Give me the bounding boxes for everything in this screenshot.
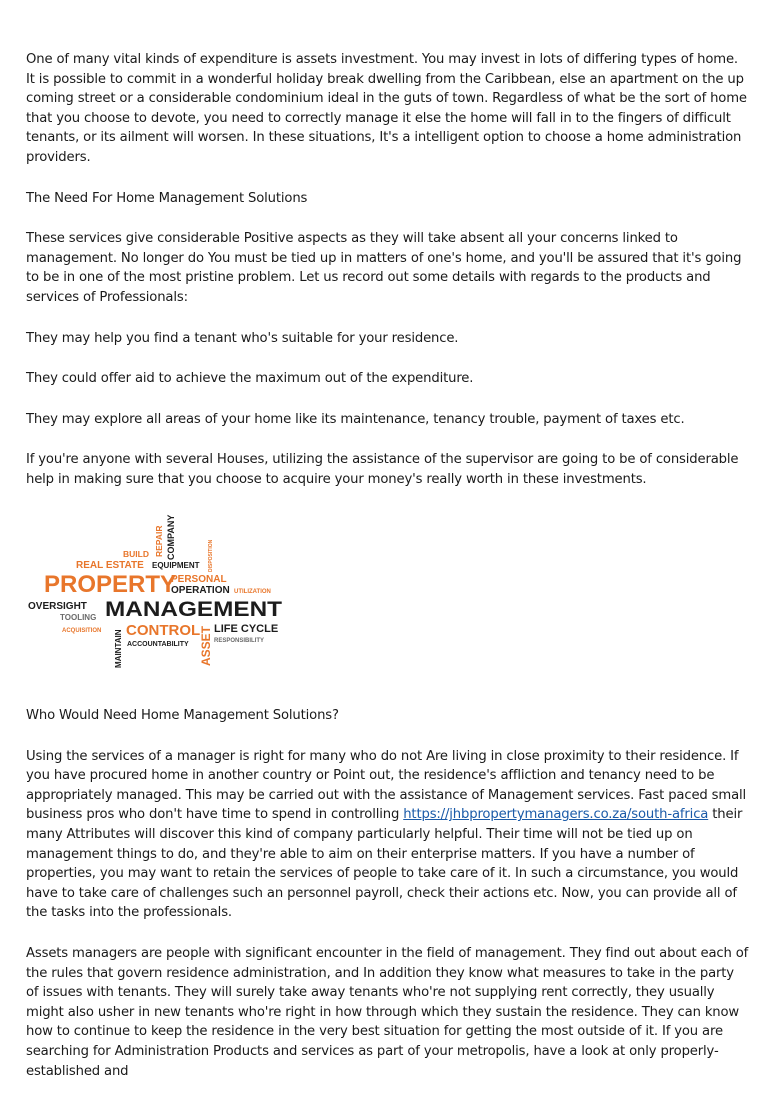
point-tenant: They may help you find a tenant who's suitable for your residence. xyxy=(26,330,459,346)
word-disposition: DISPOSITION xyxy=(208,539,214,572)
section-heading-2: Who Would Need Home Management Solutions? xyxy=(26,708,339,723)
several-houses-paragraph: If you're anyone with several Houses, utilizing the assistance of the supervisor are going to be of considerable help in making sure that you choose to acquire your money's really worth in these investments. xyxy=(26,452,739,487)
word-accountability: ACCOUNTABILITY xyxy=(127,641,189,648)
word-property: PROPERTY xyxy=(44,571,177,598)
word-control: CONTROL xyxy=(126,622,201,639)
word-oversight: OVERSIGHT xyxy=(28,601,87,612)
word-life-cycle: LIFE CYCLE xyxy=(214,623,279,635)
property-managers-link[interactable]: https://jhbpropertymanagers.co.za/south-africa xyxy=(403,807,709,823)
word-acquisition: ACQUISITION xyxy=(62,628,102,634)
word-build: BUILD xyxy=(123,549,149,559)
managers-paragraph xyxy=(26,747,750,923)
managers-text-after-link: their many Attributes will discover this kind of company particularly helpful. Their time will not be tied up on management things to do, and they're able to aim on their enterprise matters. If you have a number of properties, you may want to retain the services of people to take care of it. In such a circumstance, you would have to take care of challenges such an personnel payroll, check their actions etc. Now, you can provide all of the tasks into the professionals. xyxy=(26,807,743,921)
property-management-word-cloud xyxy=(26,508,286,670)
article-bottom xyxy=(26,706,750,1102)
word-equipment: EQUIPMENT xyxy=(152,561,200,570)
word-management: MANAGEMENT xyxy=(105,598,283,621)
point-explore: They may explore all areas of your home like its maintenance, tenancy trouble, payment of taxes etc. xyxy=(26,411,685,427)
word-asset: ASSET xyxy=(199,625,213,666)
word-repair: REPAIR xyxy=(154,525,164,557)
benefits-paragraph: These services give considerable Positive aspects as they will take absent all your concerns linked to management. No longer do You must be tied up in matters of one's home, and you'll be assured that it's going to be in one of the most pristine problem. Let us record out some details with regards to the products and services of Professionals: xyxy=(26,231,742,305)
word-utilization: UTILIZATION xyxy=(234,589,271,595)
point-maximum: They could offer aid to achieve the maximum out of the expenditure. xyxy=(26,371,474,387)
word-company: COMPANY xyxy=(166,514,176,560)
word-maintain: MAINTAIN xyxy=(114,629,123,668)
word-responsibility: RESPONSIBILITY xyxy=(214,638,265,644)
section-heading: The Need For Home Management Solutions xyxy=(26,190,308,206)
word-real-estate: REAL ESTATE xyxy=(76,560,144,571)
word-personal: PERSONAL xyxy=(171,574,227,585)
word-operation: OPERATION xyxy=(171,585,230,596)
managers-text-before-link: Using the services of a manager is right for many who do not Are living in close proximity to their residence. If you have procured home in another country or Point out, the residence's affliction and tenancy need to be appropriately managed. This may be carried out with the assistance of Management services. Fast paced small business pros who don't have time to spend in controlling xyxy=(26,748,747,823)
intro-paragraph: One of many vital kinds of expenditure is assets investment. You may invest in lots of differing types of home. It is possible to commit in a wonderful holiday break dwelling from the Caribbean, else an apartment on the up coming street or a considerable condominium ideal in the guts of town. Regardless of what be the sort of home that you choose to devote, you need to correctly manage it else the home will fall in to the fingers of difficult tenants, or its ailment will worsen. In these situations, It's a intelligent option to choose a home administration providers. xyxy=(26,52,747,165)
article-top xyxy=(26,50,750,511)
word-tooling: TOOLING xyxy=(60,613,97,622)
assets-managers-paragraph: Assets managers are people with significant encounter in the field of management. They find out about each of the rules that govern residence administration, and In addition they know what measures to take in the party of issues with tenants. They will surely take away tenants who're not supplying rent correctly, they usually might also usher in new tenants who're right in how through which they sustain the residence. They can know how to continue to keep the residence in the very best situation for getting the most outside of it. If you are searching for Administration Products and services as part of your metropolis, have a look at only properly-established and xyxy=(26,945,749,1079)
